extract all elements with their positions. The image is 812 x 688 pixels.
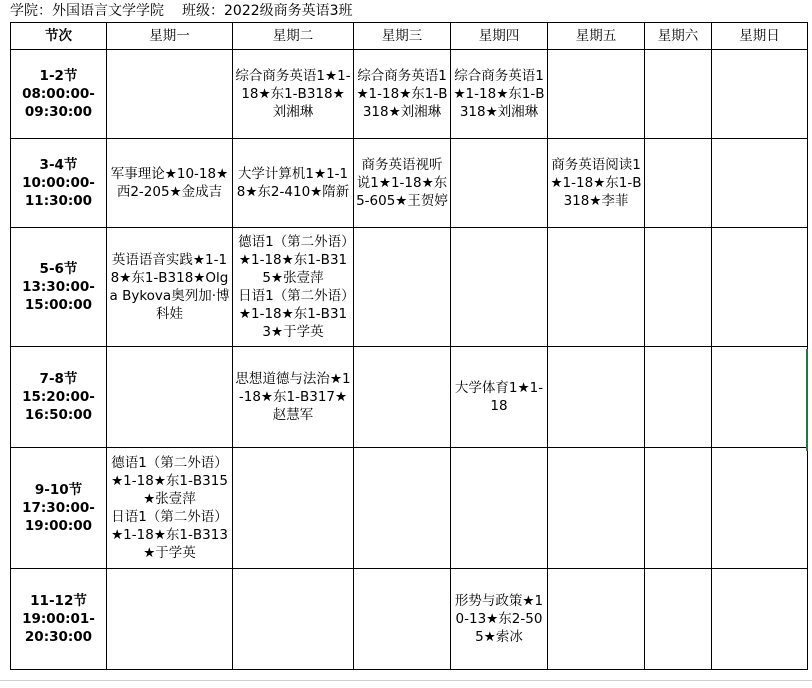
schedule-cell[interactable] bbox=[354, 347, 451, 448]
period-start: 19:00:01- bbox=[22, 611, 95, 627]
period-start: 10:00:00- bbox=[22, 175, 95, 191]
period-name: 9-10节 bbox=[34, 482, 83, 498]
course-entry[interactable]: 综合商务英语1★1-18★东1-B318★刘湘琳 bbox=[356, 68, 448, 120]
period-name: 3-4节 bbox=[39, 157, 78, 173]
schedule-cell[interactable] bbox=[107, 139, 233, 228]
schedule-cell[interactable] bbox=[354, 50, 451, 139]
table-row bbox=[11, 50, 808, 139]
period-end: 09:30:00 bbox=[24, 104, 93, 120]
course-entry[interactable]: 思想道德与法治★1-18★东1-B317★赵慧军 bbox=[235, 371, 351, 423]
schedule-cell[interactable] bbox=[548, 448, 645, 569]
schedule-cell[interactable] bbox=[548, 139, 645, 228]
course-entry[interactable]: 日语1（第二外语）★1-18★东1-B313★于学英 bbox=[111, 509, 228, 561]
schedule-cell[interactable] bbox=[645, 50, 712, 139]
period-start: 15:20:00- bbox=[22, 389, 95, 405]
schedule-cell[interactable] bbox=[451, 228, 548, 347]
schedule-cell[interactable] bbox=[645, 228, 712, 347]
column-header-saturday: 星期六 bbox=[645, 23, 712, 50]
schedule-cell[interactable] bbox=[107, 569, 233, 670]
schedule-cell[interactable] bbox=[233, 448, 354, 569]
period-cell bbox=[11, 228, 107, 347]
period-cell bbox=[11, 50, 107, 139]
page-divider bbox=[0, 680, 812, 681]
course-entry[interactable]: 日语1（第二外语）★1-18★东1-B313★于学英 bbox=[238, 288, 348, 340]
period-end: 19:00:00 bbox=[24, 518, 93, 534]
schedule-cell[interactable] bbox=[645, 139, 712, 228]
schedule-cell[interactable] bbox=[712, 228, 808, 347]
column-header-period: 节次 bbox=[11, 23, 107, 50]
class-label: 班级：2022级商务英语3班 bbox=[182, 3, 353, 19]
schedule-cell[interactable] bbox=[548, 228, 645, 347]
schedule-cell[interactable] bbox=[712, 139, 808, 228]
schedule-cell[interactable] bbox=[712, 347, 808, 448]
schedule-cell[interactable] bbox=[233, 569, 354, 670]
course-entry[interactable]: 商务英语阅读1★1-18★东1-B318★李菲 bbox=[550, 157, 642, 209]
column-header-tuesday: 星期二 bbox=[233, 23, 354, 50]
schedule-cell[interactable] bbox=[354, 569, 451, 670]
period-name: 1-2节 bbox=[39, 68, 78, 84]
table-row bbox=[11, 228, 808, 347]
page-title bbox=[10, 2, 353, 20]
column-header-friday: 星期五 bbox=[548, 23, 645, 50]
table-row bbox=[11, 347, 808, 448]
column-header-sunday: 星期日 bbox=[712, 23, 808, 50]
schedule-cell[interactable] bbox=[233, 228, 354, 347]
period-end: 20:30:00 bbox=[24, 629, 93, 645]
schedule-cell[interactable] bbox=[107, 347, 233, 448]
column-header-monday: 星期一 bbox=[107, 23, 233, 50]
schedule-cell[interactable] bbox=[712, 50, 808, 139]
schedule-cell[interactable] bbox=[354, 139, 451, 228]
course-entry[interactable]: 大学体育1★1-18 bbox=[454, 380, 544, 414]
period-end: 15:00:00 bbox=[24, 297, 93, 313]
schedule-cell[interactable] bbox=[233, 347, 354, 448]
column-header-thursday: 星期四 bbox=[451, 23, 548, 50]
schedule-cell[interactable] bbox=[451, 139, 548, 228]
table-row bbox=[11, 569, 808, 670]
period-start: 08:00:00- bbox=[22, 86, 95, 102]
selection-edge-marker bbox=[806, 349, 808, 451]
period-name: 5-6节 bbox=[39, 261, 78, 277]
course-entry[interactable]: 形势与政策★10-13★东2-505★索冰 bbox=[454, 593, 544, 645]
course-entry[interactable]: 综合商务英语1★1-18★东1-B318★刘湘琳 bbox=[453, 68, 545, 120]
period-cell bbox=[11, 139, 107, 228]
course-entry[interactable]: 商务英语视听说1★1-18★东5-605★王贺婷 bbox=[356, 157, 448, 209]
timetable bbox=[10, 22, 808, 670]
schedule-cell[interactable] bbox=[233, 50, 354, 139]
course-entry[interactable]: 综合商务英语1★1-18★东1-B318★刘湘琳 bbox=[235, 68, 351, 120]
schedule-cell[interactable] bbox=[107, 50, 233, 139]
schedule-cell[interactable] bbox=[451, 448, 548, 569]
course-entry[interactable]: 德语1（第二外语）★1-18★东1-B315★张壹萍 bbox=[238, 234, 348, 286]
schedule-cell[interactable] bbox=[548, 347, 645, 448]
period-start: 13:30:00- bbox=[22, 279, 95, 295]
schedule-cell[interactable] bbox=[645, 569, 712, 670]
course-entry[interactable]: 德语1（第二外语）★1-18★东1-B315★张壹萍 bbox=[111, 455, 228, 507]
column-header-wednesday: 星期三 bbox=[354, 23, 451, 50]
course-entry[interactable]: 军事理论★10-18★西2-205★金成吉 bbox=[110, 166, 229, 200]
course-entry[interactable]: 大学计算机1★1-18★东2-410★隋新 bbox=[236, 166, 350, 200]
period-cell bbox=[11, 347, 107, 448]
period-start: 17:30:00- bbox=[22, 500, 95, 516]
course-entry[interactable]: 英语语音实践★1-18★东1-B318★Olga Bykova奥列加·博科娃 bbox=[109, 252, 230, 322]
period-end: 16:50:00 bbox=[24, 407, 93, 423]
college-label: 学院：外国语言文学学院 bbox=[10, 3, 164, 19]
header-row bbox=[11, 23, 808, 50]
schedule-cell[interactable] bbox=[548, 569, 645, 670]
schedule-cell[interactable] bbox=[645, 347, 712, 448]
period-cell bbox=[11, 448, 107, 569]
schedule-cell[interactable] bbox=[645, 448, 712, 569]
period-end: 11:30:00 bbox=[24, 193, 93, 209]
schedule-cell[interactable] bbox=[233, 139, 354, 228]
period-name: 7-8节 bbox=[39, 371, 78, 387]
schedule-cell[interactable] bbox=[548, 50, 645, 139]
schedule-cell[interactable] bbox=[107, 228, 233, 347]
period-name: 11-12节 bbox=[30, 593, 87, 609]
schedule-cell[interactable] bbox=[107, 448, 233, 569]
schedule-cell[interactable] bbox=[354, 228, 451, 347]
period-cell bbox=[11, 569, 107, 670]
table-row bbox=[11, 139, 808, 228]
schedule-cell[interactable] bbox=[451, 347, 548, 448]
schedule-cell[interactable] bbox=[354, 448, 451, 569]
schedule-cell[interactable] bbox=[451, 50, 548, 139]
schedule-cell[interactable] bbox=[712, 569, 808, 670]
schedule-cell[interactable] bbox=[712, 448, 808, 569]
table-row bbox=[11, 448, 808, 569]
schedule-cell[interactable] bbox=[451, 569, 548, 670]
